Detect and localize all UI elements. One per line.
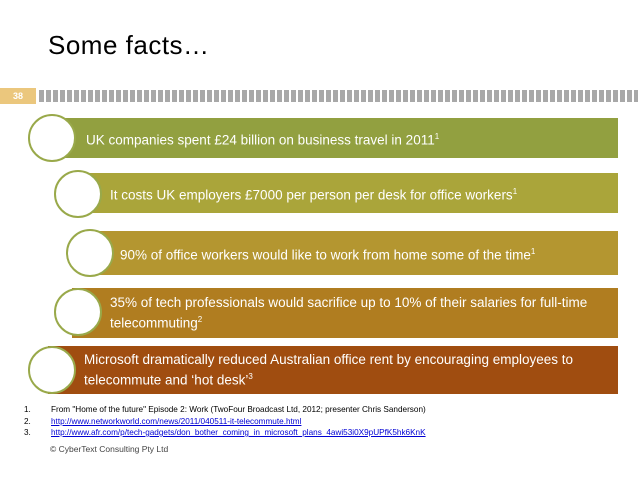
- fact-text-2: It costs UK employers £7000 per person per desk for office workers$^1$: [110, 186, 518, 203]
- fact-circle-2: [54, 170, 102, 218]
- fact-circle-1: [28, 114, 76, 162]
- slide-number: 38: [0, 88, 36, 104]
- fact-text-3: 90% of office workers would like to work from home some of the time$^1$: [120, 246, 536, 263]
- slide-title: Some facts…: [48, 30, 210, 60]
- reference-link-2[interactable]: http://www.networkworld.com/news/2011/040511-it-telecommute.html: [51, 416, 302, 426]
- fact-bar-5: [48, 346, 618, 394]
- fact-bar-2: [72, 173, 618, 213]
- fact-circle-5: [28, 346, 76, 394]
- fact-text-4: 35% of tech professionals would sacrifice up to 10% of their salaries for full-time telecommuting$^2$: [110, 295, 588, 331]
- reference-link-3[interactable]: http://www.afr.com/p/tech-gadgets/don_bother_coming_in_microsoft_plans_4awi53i0X9pUPfK5hk6KnK: [51, 428, 426, 437]
- fact-circle-4: [54, 288, 102, 336]
- fact-bar-4: [72, 288, 618, 338]
- fact-text-5: Microsoft dramatically reduced Australian office rent by encouraging employees to telecommute and ‘hot desk’$^3$: [84, 352, 574, 388]
- reference-2: 2. http://www.networkworld.com/news/2011/040511-it-telecommute.html: [24, 416, 302, 426]
- references-list: [24, 404, 426, 439]
- reference-3: 3. http://www.afr.com/p/tech-gadgets/don_bother_coming_in_microsoft_plans_4awi53i0X9pUPfK5hk6KnK: [24, 428, 426, 437]
- reference-1: 1. From "Home of the future" Episode 2: Work (TwoFour Broadcast Ltd, 2012; presenter Chris Sanderson): [24, 405, 426, 414]
- fact-text-1: UK companies spent £24 billion on business travel in 2011$^1$: [86, 131, 440, 148]
- copyright-notice: © CyberText Consulting Pty Ltd: [50, 444, 169, 454]
- fact-circle-3: [66, 229, 114, 277]
- fact-bar-1: [48, 118, 618, 158]
- fact-bar-3: [90, 231, 618, 275]
- header-stripe: [39, 90, 638, 102]
